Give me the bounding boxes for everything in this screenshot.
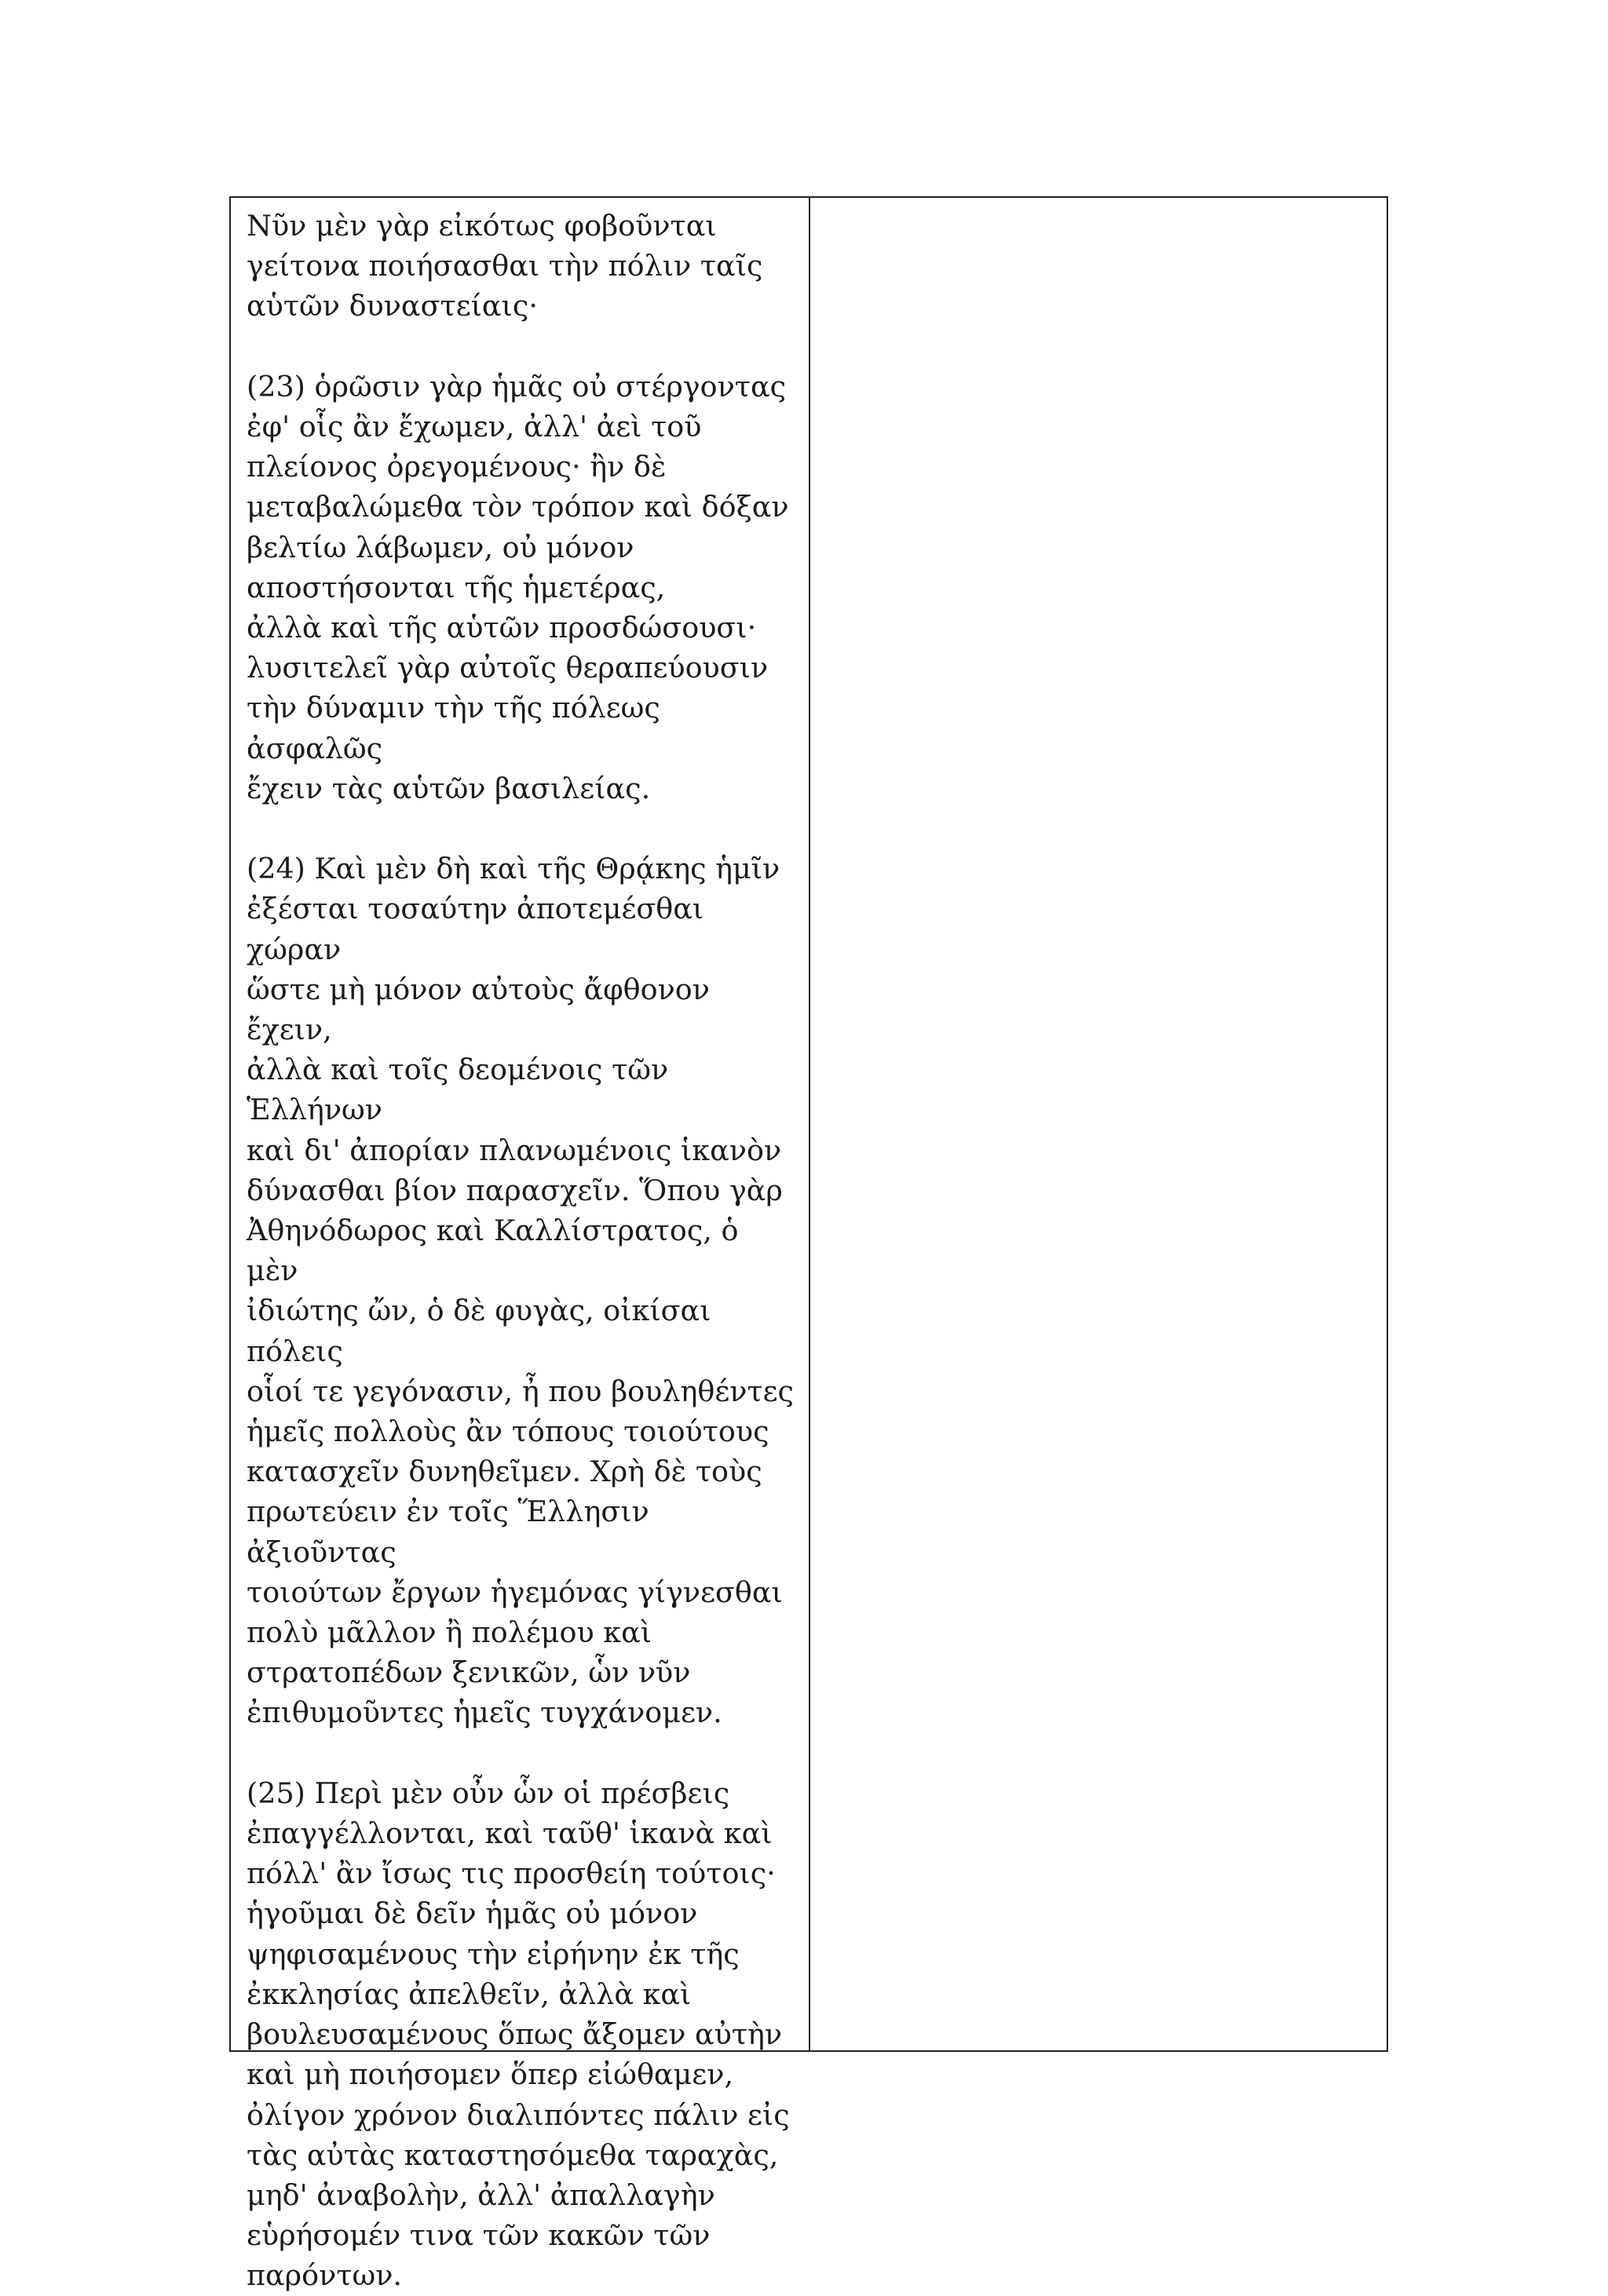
paragraph-24: (24) Καὶ μὲν δὴ καὶ τῆς Θρᾴκης ἡμῖν ἐξέσται τοσαύτην ἀποτεμέσθαι χώραν ὥστε μὴ μόνον αὐτοὺς ἄφθονον ἔχειν, ἀλλὰ καὶ τοῖς δεομένοις τῶν Ἑλλήνων καὶ δι' ἀπορίαν πλανωμένοις ἱκανὸν δύνασθαι βίον παρασχεῖν. Ὅπου γὰρ Ἀθηνόδωρος καὶ Καλλίστρατος, ὁ μὲν ἰδιώτης ὤν, ὁ δὲ φυγὰς, οἰκίσαι πόλεις οἷοί τε γεγόνασιν, ἦ που βουληθέντες ἡμεῖς πολλοὺς ἂν τόπους τοιούτους κατασχεῖν δυνηθεῖμεν. Χρὴ δὲ τοὺς πρωτεύειν ἐν τοῖς Ἕλλησιν ἀξιοῦντας τοιούτων ἔργων ἡγεμόνας γίγνεσθαι πολὺ μᾶλλον ἢ πολέμου καὶ στρατοπέδων ξενικῶν, ὧν νῦν ἐπιθυμοῦντες ἡμεῖς τυγχάνομεν. <box>247 852 794 1730</box>
paragraph-intro: Νῦν μὲν γὰρ εἰκότως φοβοῦνται γείτονα ποιήσασθαι τὴν πόλιν ταῖς αὑτῶν δυναστείαις· <box>247 209 763 323</box>
paragraph-25: (25) Περὶ μὲν οὖν ὧν οἱ πρέσβεις ἐπαγγέλλονται, καὶ ταῦθ' ἱκανὰ καὶ πόλλ' ἂν ἴσως τις προσθείη τούτοις· ἡγοῦμαι δὲ δεῖν ἡμᾶς οὐ μόνον ψηφισαμένους τὴν εἰρήνην ἐκ τῆς ἐκκλησίας ἀπελθεῖν, ἀλλὰ καὶ βουλευσαμένους ὅπως ἄξομεν αὐτὴν καὶ μὴ ποιήσομεν ὅπερ εἰώθαμεν, ὀλίγον χρόνον διαλιπόντες πάλιν εἰς τὰς αὐτὰς καταστησόμεθα ταραχὰς, μηδ' ἀναβολὴν, ἀλλ' ἀπαλλαγὴν εὑρήσομέν τινα τῶν κακῶν τῶν παρόντων. <box>247 1776 790 2293</box>
paragraph-23: (23) ὁρῶσιν γὰρ ἡμᾶς οὐ στέργοντας ἐφ' οἷς ἂν ἔχωμεν, ἀλλ' ἀεὶ τοῦ πλείονος ὀρεγομένους· ἢν δὲ μεταβαλώμεθα τὸν τρόπον καὶ δόξαν βελτίω λάβωμεν, οὐ μόνον αποστήσονται τῆς ἡμετέρας, ἀλλὰ καὶ τῆς αὑτῶν προσδώσουσι· λυσιτελεῖ γὰρ αὐτοῖς θεραπεύουσιν τὴν δύναμιν τὴν τῆς πόλεως ἀσφαλῶς ἔχειν τὰς αὑτῶν βασιλείας. <box>247 369 789 805</box>
greek-text-column <box>231 198 810 2293</box>
text-table <box>229 196 1388 2293</box>
translation-column <box>810 198 1387 2050</box>
